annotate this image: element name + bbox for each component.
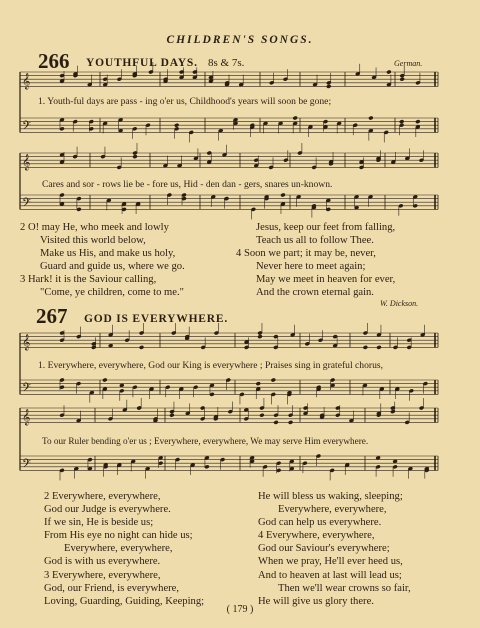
verse-line: 4 Everywhere, everywhere,	[258, 530, 375, 542]
verse-line: Loving, Guarding, Guiding, Keeping;	[44, 595, 205, 607]
verse-line: He will give us glory there.	[258, 595, 374, 607]
svg-text:𝄢: 𝄢	[22, 381, 32, 398]
verse-line: 2 Everywhere, everywhere,	[44, 491, 161, 502]
svg-text:𝄢: 𝄢	[22, 119, 32, 136]
page-number: ( 179 )	[226, 604, 254, 615]
verse-line: "Come, ye children, come to me."	[40, 287, 184, 299]
svg-text:𝄞: 𝄞	[22, 409, 31, 426]
svg-text:𝄢: 𝄢	[22, 196, 32, 213]
running-head: CHILDREN'S SONGS.	[166, 34, 314, 46]
hymn-267-verses-right	[258, 490, 411, 608]
verse-line: 3 Everywhere, everywhere,	[44, 569, 161, 581]
hymn-267-verses-left	[44, 490, 204, 608]
verse-line: Everywhere, everywhere,	[278, 504, 387, 516]
hymn-266-author: W. Dickson.	[380, 299, 419, 308]
verse-line: God our Judge is everywhere.	[44, 504, 171, 516]
verse-line: From His eye no night can hide us;	[44, 530, 193, 542]
verse-line: May we meet in heaven for ever,	[256, 274, 396, 286]
hymn-266-verses-left	[20, 221, 185, 300]
verse-line: Never here to meet again;	[256, 261, 366, 273]
verse-line: 4 Soon we part; it may be, never,	[236, 248, 376, 260]
hymn-267-title: GOD IS EVERYWHERE.	[84, 313, 229, 325]
verse-line: God, our Friend, is everywhere,	[44, 582, 180, 594]
hymn-266-meter: 8s & 7s.	[208, 57, 245, 69]
hymn-266-source: German.	[394, 59, 423, 68]
verse-line: If we sin, He is beside us;	[44, 517, 154, 529]
verse-line: When we pray, He'll ever heed us,	[258, 556, 403, 568]
hymn-266-lyric-line-2: Cares and sor - rows lie be - fore us, Hid - den dan - gers, snares un-known.	[42, 179, 333, 190]
verse-line: Guard and guide us, where we go.	[40, 261, 185, 273]
verse-line: Everywhere, everywhere,	[64, 543, 173, 555]
svg-text:𝄞: 𝄞	[22, 73, 31, 90]
verse-line: God is with us everywhere.	[44, 556, 161, 568]
svg-text:𝄢: 𝄢	[22, 457, 32, 474]
verse-line: Jesus, keep our feet from falling,	[256, 222, 396, 233]
hymn-267-lyric-line-2: To our Ruler bending o'er us ; Everywhere, everywhere, We may serve Him everywhere.	[42, 436, 369, 446]
svg-text:𝄞: 𝄞	[22, 154, 31, 171]
hymn-266-title: YOUTHFUL DAYS.	[86, 57, 198, 69]
verse-line: And the crown eternal gain.	[256, 287, 374, 299]
verse-line: Teach us all to follow Thee.	[256, 235, 374, 247]
verse-line: God can help us everywhere.	[258, 517, 382, 529]
verse-line: Make us His, and make us holy,	[40, 248, 176, 260]
hymn-267-number: 267	[36, 304, 68, 328]
verse-line: 3 Hark! it is the Saviour calling,	[20, 274, 157, 286]
verse-line: Visited this world below,	[40, 235, 146, 247]
verse-line: 2 O! may He, who meek and lowly	[20, 222, 169, 233]
hymn-266-number: 266	[38, 49, 70, 73]
hymn-267-lyric-line-1: 1. Everywhere, everywhere, God our King is everywhere ; Praises sing in grateful chorus,	[38, 360, 384, 371]
verse-line: And to heaven at last will lead us;	[258, 569, 402, 581]
hymn-266-verses-right	[236, 221, 395, 300]
hymn-266-lyric-line-1: 1. Youth-ful days are pass - ing o'er us, Childhood's years will soon be gone;	[38, 96, 332, 107]
verse-line: God our Saviour's everywhere;	[258, 543, 390, 555]
verse-line: He will bless us waking, sleeping;	[258, 491, 403, 502]
verse-line: Then we'll wear crowns so fair,	[278, 582, 411, 594]
svg-text:𝄞: 𝄞	[22, 334, 31, 351]
